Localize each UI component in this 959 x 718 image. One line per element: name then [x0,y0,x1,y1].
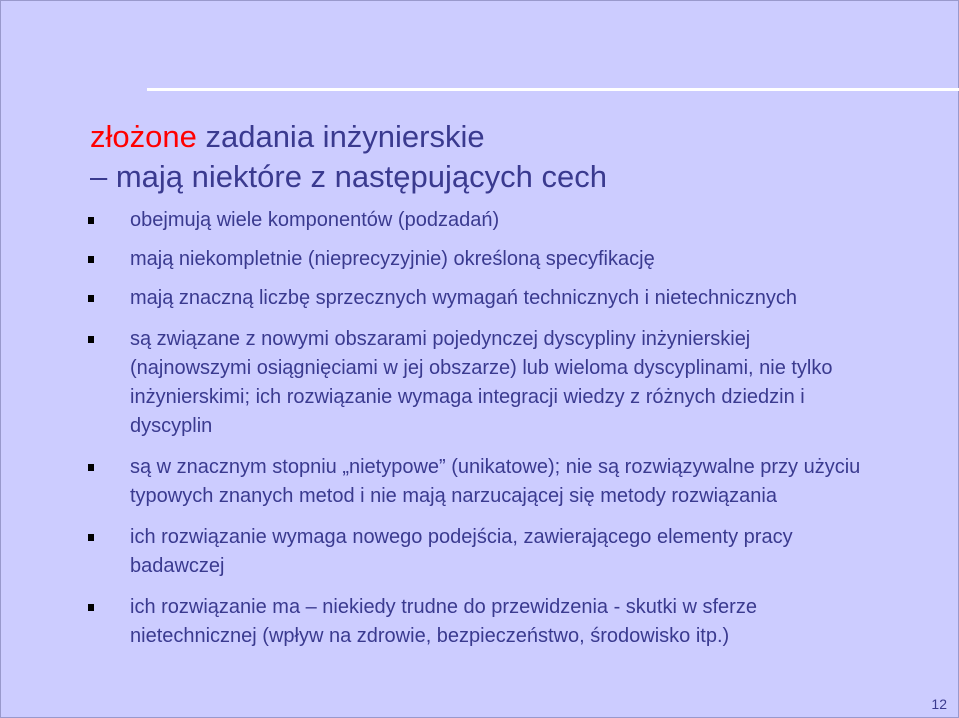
list-item [88,245,868,274]
header-rule [147,88,959,91]
title-line-2: – mają niektóre z następujących cech [90,159,607,194]
list-item [88,593,868,651]
list-item [88,206,868,235]
bullet-square-icon [88,295,94,302]
bullet-text: są w znacznym stopniu „nietypowe” (unikatowe); nie są rozwiązywalne przy użyciu typowych znanych metod i nie mają narzucającej się metody rozwiązania [130,456,861,507]
title-rest: zadania inżynierskie [196,119,485,154]
bullet-text: ich rozwiązanie ma – niekiedy trudne do przewidzenia - skutki w sferze nietechnicznej (wpływ na zdrowie, bezpieczeństwo, środowisko itp.) [130,596,757,647]
bullet-square-icon [88,217,94,224]
title-accent: złożone [90,119,197,154]
bullet-text: są związane z nowymi obszarami pojedynczej dyscypliny inżynierskiej (najnowszymi osiągnięciami w jej obszarze) lub wieloma dyscyplinami, nie tylko inżynierskimi; ich rozwiązanie wymaga integracji wiedzy z różnych dziedzin i dyscyplin [130,328,833,437]
bullet-square-icon [88,534,94,541]
bullet-list [88,206,868,651]
bullet-text: ich rozwiązanie wymaga nowego podejścia, zawierającego elementy pracy badawczej [130,526,793,577]
bullet-square-icon [88,336,94,343]
slide-title [90,117,607,197]
bullet-square-icon [88,256,94,263]
bullet-text: mają niekompletnie (nieprecyzyjnie) określoną specyfikację [130,248,655,270]
page-number: 12 [931,696,947,712]
bullet-text: obejmują wiele komponentów (podzadań) [130,209,500,231]
bullet-square-icon [88,604,94,611]
list-item [88,325,868,441]
list-item [88,523,868,581]
bullet-text: mają znaczną liczbę sprzecznych wymagań technicznych i nietechnicznych [130,287,797,309]
list-item [88,284,868,313]
bullet-square-icon [88,464,94,471]
list-item [88,453,868,511]
